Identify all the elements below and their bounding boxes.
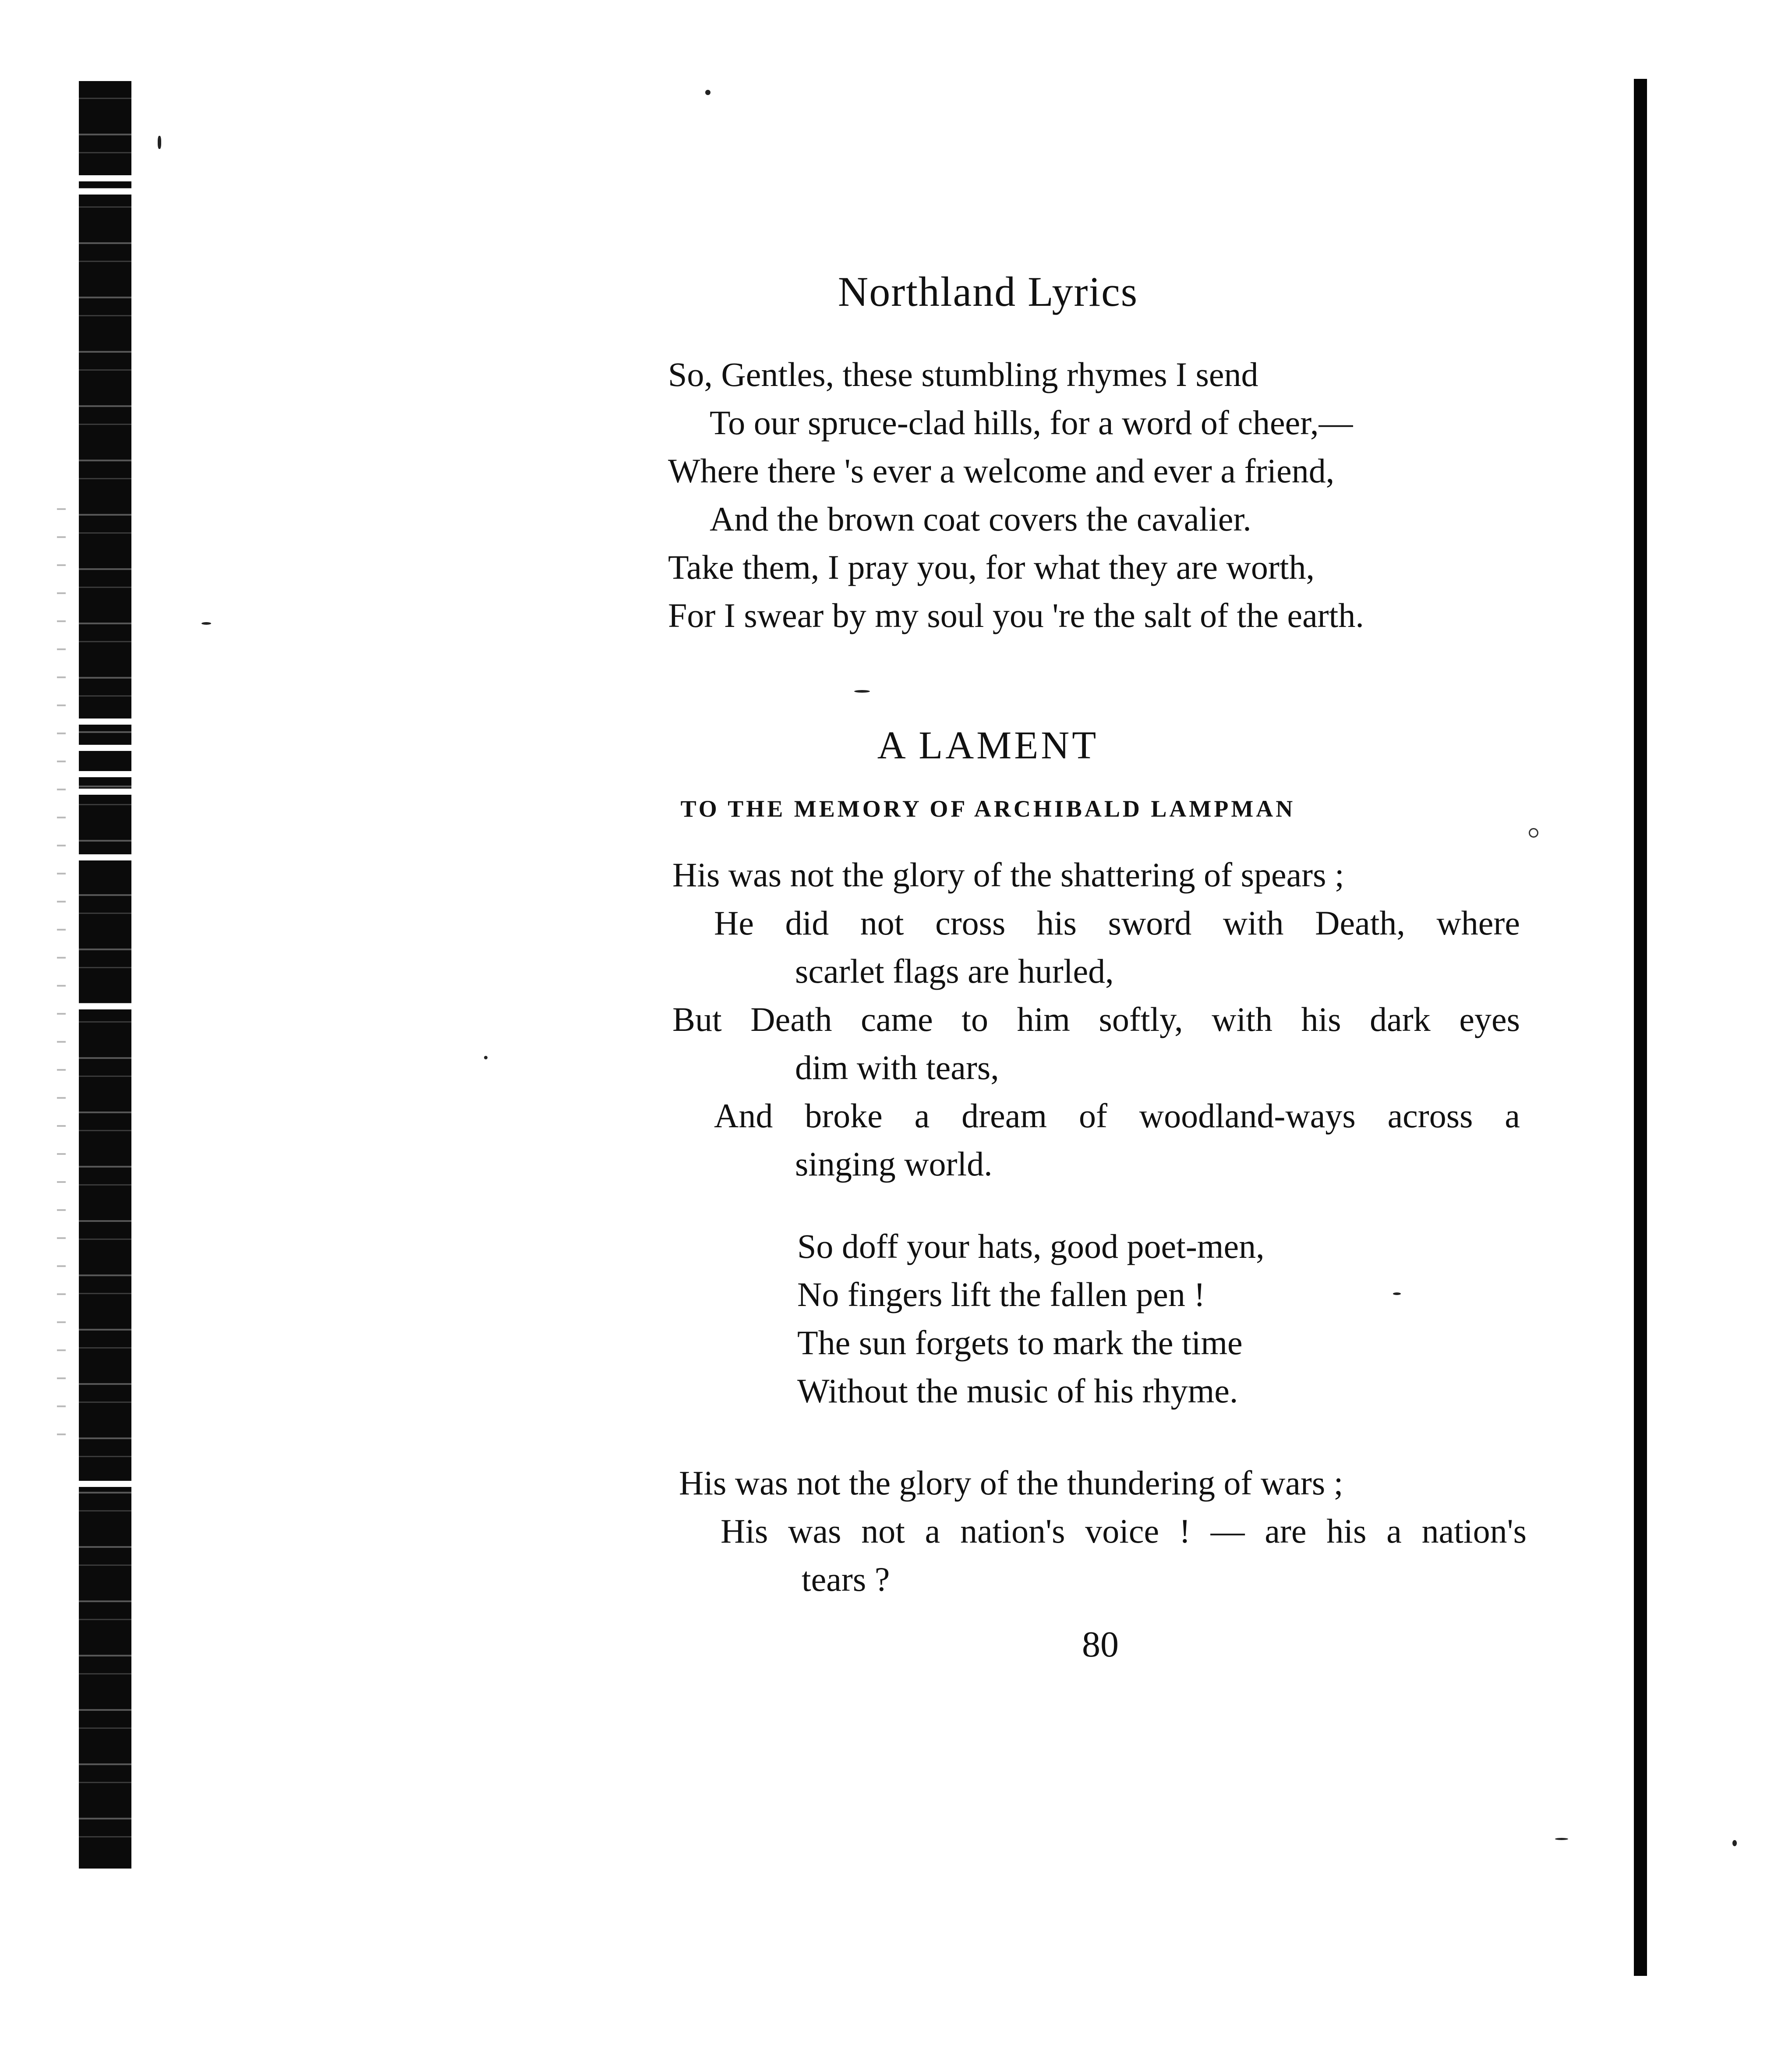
ink-speck [854,690,870,693]
verse-line: So, Gentles, these stumbling rhymes I send [668,355,1258,393]
verse-line: And the brown coat covers the cavalier. [710,500,1251,538]
verse-line: But Death came to him softly, with his dark eyes [672,1000,1520,1038]
verse-line: scarlet flags are hurled, [795,952,1114,990]
verse-line: He did not cross his sword with Death, where [714,904,1520,942]
scan-edge-right [1634,79,1647,1976]
verse-line: Where there 's ever a welcome and ever a friend, [668,452,1335,490]
scan-gap [79,188,131,195]
verse-line: No fingers lift the fallen pen ! [797,1275,1205,1313]
verse-line: His was not a nation's voice ! — are his a nation's [721,1512,1527,1550]
ink-speck [1393,1292,1401,1295]
verse-line: tears ? [802,1560,890,1598]
ink-speck [1732,1840,1737,1846]
scan-gap [79,1003,131,1009]
page-number: 80 [1082,1624,1119,1665]
verse-line: His was not the glory of the shattering of spears ; [672,856,1344,894]
verse-line: singing world. [795,1145,993,1183]
verse-line: The sun forgets to mark the time [797,1324,1243,1362]
verse-line: Take them, I pray you, for what they are worth, [668,548,1315,586]
ink-speck [1529,828,1538,838]
scan-edge-left [79,81,131,1869]
ink-speck [1555,1838,1568,1840]
scan-noise [57,482,66,1446]
scan-gap [79,854,131,860]
ink-speck [705,90,710,95]
scan-gap [79,175,131,181]
stanza-one [672,851,1520,1188]
scan-gap [79,1481,131,1487]
ink-speck [158,136,161,149]
ink-speck [484,1056,488,1059]
verse-line: dim with tears, [795,1048,999,1087]
refrain [797,1222,1265,1415]
stanza-two [679,1459,1527,1603]
verse-line: For I swear by my soul you 're the salt of the earth. [668,596,1364,634]
scan-gap [79,771,131,777]
ink-speck [201,622,211,625]
poem-dedication: TO THE MEMORY OF ARCHIBALD LAMPMAN [680,796,1296,822]
running-title: Northland Lyrics [838,268,1138,315]
verse-line: To our spruce-clad hills, for a word of cheer,— [710,404,1353,442]
verse-line: Without the music of his rhyme. [797,1372,1238,1410]
verse-line: And broke a dream of woodland-ways across a [714,1097,1520,1135]
scan-gap [79,789,131,795]
verse-line: His was not the glory of the thundering of wars ; [679,1464,1343,1502]
verse-line: So doff your hats, good poet-men, [797,1227,1265,1265]
poem-title: A LAMENT [877,724,1099,767]
closing-stanza [668,350,1364,640]
